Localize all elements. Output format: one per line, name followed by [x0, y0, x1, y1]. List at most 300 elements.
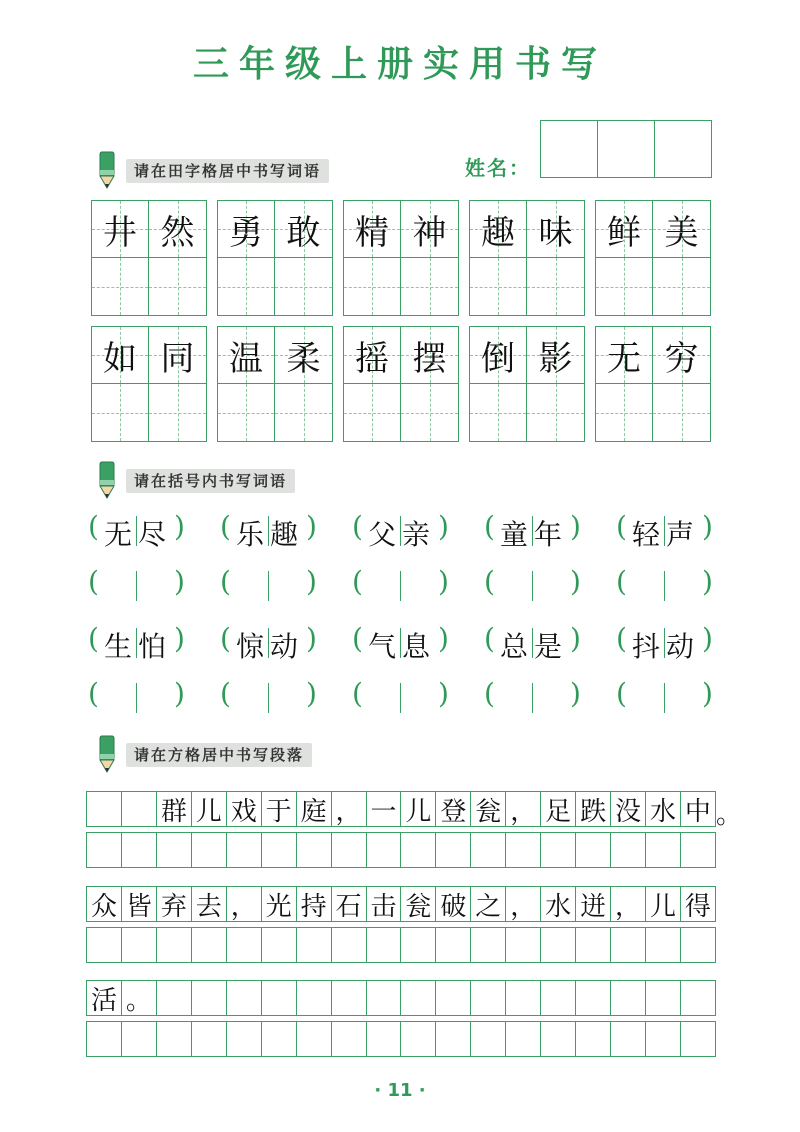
divider — [400, 571, 401, 601]
paragraph-cell: 光 — [262, 887, 297, 921]
paragraph-cell: 得 — [684, 891, 711, 922]
bracket-row-empty — [88, 565, 748, 605]
bracket-char: 尽 — [138, 518, 167, 551]
bracket-row — [88, 510, 748, 550]
paragraph-cell: 戏 — [227, 792, 262, 826]
paragraph-row-empty — [86, 832, 716, 868]
divider — [268, 571, 269, 601]
char-cell — [527, 201, 584, 258]
bracket-word — [352, 510, 484, 550]
practice-cell[interactable] — [646, 1022, 681, 1056]
bracket-char: 动 — [270, 630, 299, 663]
practice-cell[interactable] — [470, 384, 527, 441]
char-cell — [275, 201, 332, 258]
bracket-char: 气 — [368, 630, 397, 663]
practice-cell[interactable] — [471, 928, 506, 962]
practice-cell[interactable] — [297, 1022, 332, 1056]
right-paren: ) — [570, 677, 581, 710]
word-grid — [217, 200, 333, 316]
paragraph-cell — [157, 981, 192, 1015]
practice-cell[interactable] — [332, 833, 367, 867]
left-paren: ( — [484, 677, 495, 710]
char-cell — [527, 327, 584, 384]
paragraph-cell: 弃 — [157, 887, 192, 921]
practice-cell[interactable] — [157, 928, 192, 962]
name-boxes[interactable] — [540, 120, 712, 178]
bracket-blank[interactable] — [88, 677, 220, 717]
paragraph-cell: ， — [506, 792, 541, 826]
left-paren: ( — [352, 510, 363, 543]
practice-cell[interactable] — [218, 384, 275, 441]
char-cell — [596, 327, 653, 384]
practice-cell[interactable] — [332, 1022, 367, 1056]
practice-cell[interactable] — [367, 1022, 402, 1056]
section-label: 请在田字格居中书写词语 — [126, 159, 329, 183]
divider — [268, 683, 269, 713]
char-cell — [401, 201, 458, 258]
left-paren: ( — [616, 565, 627, 598]
paragraph-row-empty — [86, 927, 716, 963]
practice-cell[interactable] — [149, 258, 206, 315]
paragraph-cell: 儿 — [401, 792, 436, 826]
bracket-blank[interactable] — [352, 677, 484, 717]
practice-cell[interactable] — [122, 1022, 157, 1056]
paragraph-cell: 群 — [157, 792, 192, 826]
divider — [664, 683, 665, 713]
grid-char: 神 — [412, 212, 447, 253]
bracket-blank[interactable] — [88, 565, 220, 605]
pencil-icon — [96, 150, 118, 190]
practice-cell[interactable] — [401, 928, 436, 962]
bracket-blank[interactable] — [484, 677, 616, 717]
grid-char: 影 — [538, 338, 573, 379]
practice-cell[interactable] — [192, 928, 227, 962]
divider — [268, 516, 269, 546]
bracket-char: 乐 — [236, 518, 265, 551]
practice-cell[interactable] — [611, 1022, 646, 1056]
grid-char: 穷 — [664, 338, 699, 379]
practice-cell[interactable] — [576, 833, 611, 867]
right-paren: ) — [174, 565, 185, 598]
paragraph-cell: 登 — [436, 792, 471, 826]
paragraph-cell — [681, 981, 715, 1015]
divider — [400, 628, 401, 658]
practice-cell[interactable] — [367, 833, 402, 867]
bracket-blank[interactable] — [220, 565, 352, 605]
divider — [664, 516, 665, 546]
paragraph-cell: 活 — [87, 981, 122, 1015]
grid-char: 鲜 — [607, 212, 641, 253]
right-paren: ) — [438, 510, 449, 543]
practice-cell[interactable] — [344, 258, 401, 315]
practice-cell[interactable] — [87, 1022, 122, 1056]
right-paren: ) — [570, 565, 581, 598]
paragraph-cell — [576, 981, 611, 1015]
divider — [268, 628, 269, 658]
practice-cell[interactable] — [297, 928, 332, 962]
bracket-char: 无 — [104, 518, 133, 551]
word-grid — [343, 326, 459, 442]
practice-cell[interactable] — [527, 258, 584, 315]
practice-cell[interactable] — [87, 928, 122, 962]
left-paren: ( — [352, 565, 363, 598]
practice-cell[interactable] — [646, 833, 681, 867]
word-grid — [343, 200, 459, 316]
char-cell — [344, 327, 401, 384]
right-paren: ) — [306, 677, 317, 710]
practice-cell[interactable] — [681, 833, 715, 867]
page-title: 三年级上册实用书写 — [192, 44, 607, 85]
practice-cell[interactable] — [541, 928, 576, 962]
practice-cell[interactable] — [527, 384, 584, 441]
bracket-char: 总 — [500, 630, 529, 663]
char-cell — [344, 201, 401, 258]
grid-char: 然 — [160, 212, 195, 253]
left-paren: ( — [352, 677, 363, 710]
practice-cell[interactable] — [436, 928, 471, 962]
word-grid — [91, 200, 207, 316]
char-cell — [92, 201, 149, 258]
char-cell — [149, 201, 206, 258]
practice-cell[interactable] — [576, 928, 611, 962]
left-paren: ( — [352, 622, 363, 655]
paragraph-cell: 石 — [332, 887, 367, 921]
left-paren: ( — [88, 677, 99, 710]
bracket-char: 是 — [534, 630, 563, 663]
divider — [136, 571, 137, 601]
right-paren: ) — [702, 565, 713, 598]
practice-cell[interactable] — [218, 258, 275, 315]
grid-char: 井 — [103, 212, 137, 253]
practice-cell[interactable] — [470, 258, 527, 315]
grid-char: 同 — [160, 338, 195, 379]
practice-cell[interactable] — [653, 258, 710, 315]
paragraph-cell: ， — [227, 887, 262, 921]
bracket-blank[interactable] — [220, 677, 352, 717]
practice-cell[interactable] — [436, 1022, 471, 1056]
right-paren: ) — [702, 510, 713, 543]
section-label: 请在括号内书写词语 — [126, 469, 295, 493]
word-grid — [595, 326, 711, 442]
bracket-char: 声 — [666, 518, 695, 551]
right-paren: ) — [438, 677, 449, 710]
bracket-word — [616, 622, 748, 662]
bracket-row — [88, 622, 748, 662]
practice-cell[interactable] — [262, 1022, 297, 1056]
name-box[interactable] — [655, 121, 711, 177]
grid-char: 温 — [229, 338, 263, 379]
right-paren: ) — [174, 677, 185, 710]
paragraph-cell — [646, 981, 681, 1015]
bracket-word — [88, 510, 220, 550]
bracket-word — [616, 510, 748, 550]
left-paren: ( — [484, 622, 495, 655]
grid-char: 摇 — [355, 338, 389, 379]
left-paren: ( — [88, 510, 99, 543]
practice-cell[interactable] — [227, 1022, 262, 1056]
bracket-blank[interactable] — [616, 677, 748, 717]
char-cell — [653, 201, 710, 258]
paragraph-cell: ， — [611, 887, 646, 921]
paragraph-cell — [401, 981, 436, 1015]
section-label: 请在方格居中书写段落 — [126, 743, 312, 767]
bracket-char: 亲 — [402, 518, 431, 551]
grid-char: 趣 — [481, 212, 515, 253]
bracket-word — [220, 622, 352, 662]
paragraph-cell: 瓮 — [401, 887, 436, 921]
paragraph-cell — [192, 981, 227, 1015]
paragraph-row — [86, 886, 716, 922]
word-grid — [91, 326, 207, 442]
divider — [532, 683, 533, 713]
paragraph-cell — [436, 981, 471, 1015]
practice-cell[interactable] — [92, 258, 149, 315]
practice-cell[interactable] — [275, 258, 332, 315]
practice-cell[interactable] — [192, 1022, 227, 1056]
practice-cell[interactable] — [262, 833, 297, 867]
bracket-char: 童 — [500, 518, 529, 551]
paragraph-cell: 去 — [192, 887, 227, 921]
bracket-blank[interactable] — [616, 565, 748, 605]
bracket-char: 父 — [368, 518, 397, 551]
practice-cell[interactable] — [87, 833, 122, 867]
bracket-char: 轻 — [632, 518, 661, 551]
paragraph-row-empty — [86, 1021, 716, 1057]
grid-char: 味 — [538, 212, 573, 253]
right-paren: ) — [306, 565, 317, 598]
paragraph-cell — [297, 981, 332, 1015]
grid-char: 如 — [103, 338, 137, 379]
paragraph-cell: 庭 — [297, 792, 332, 826]
right-paren: ) — [306, 510, 317, 543]
pencil-icon — [96, 734, 118, 774]
grid-char: 摆 — [412, 338, 447, 379]
paragraph-cell — [227, 981, 262, 1015]
paragraph-cell: 足 — [541, 792, 576, 826]
divider — [400, 683, 401, 713]
divider — [136, 516, 137, 546]
left-paren: ( — [616, 622, 627, 655]
bracket-char: 年 — [534, 518, 563, 551]
practice-cell[interactable] — [681, 1022, 715, 1056]
bracket-blank[interactable] — [484, 565, 616, 605]
practice-cell[interactable] — [506, 1022, 541, 1056]
char-cell — [401, 327, 458, 384]
pencil-icon — [96, 460, 118, 500]
practice-cell[interactable] — [506, 833, 541, 867]
left-paren: ( — [88, 622, 99, 655]
paragraph-cell — [367, 981, 402, 1015]
practice-cell[interactable] — [122, 928, 157, 962]
divider — [664, 628, 665, 658]
left-paren: ( — [220, 510, 231, 543]
practice-cell[interactable] — [471, 1022, 506, 1056]
practice-cell[interactable] — [367, 928, 402, 962]
paragraph-cell: 儿 — [192, 792, 227, 826]
paragraph-cell: 破 — [436, 887, 471, 921]
right-paren: ) — [174, 510, 185, 543]
paragraph-cell — [471, 981, 506, 1015]
paragraph-cell — [506, 981, 541, 1015]
char-cell — [653, 327, 710, 384]
paragraph-cell: 中 — [684, 796, 711, 827]
right-paren: ) — [702, 677, 713, 710]
right-paren: ) — [174, 622, 185, 655]
grid-char: 美 — [664, 212, 699, 253]
paragraph-cell: 于 — [262, 792, 297, 826]
divider — [136, 683, 137, 713]
practice-cell[interactable] — [401, 258, 458, 315]
paragraph-row — [86, 980, 716, 1016]
practice-cell[interactable] — [192, 833, 227, 867]
paragraph-cell — [262, 981, 297, 1015]
grid-char: 敢 — [286, 212, 321, 253]
left-paren: ( — [220, 677, 231, 710]
practice-cell[interactable] — [332, 928, 367, 962]
divider — [532, 516, 533, 546]
right-paren: ) — [702, 622, 713, 655]
name-label: 姓名： — [465, 156, 531, 180]
divider — [136, 628, 137, 658]
left-paren: ( — [88, 565, 99, 598]
divider — [532, 571, 533, 601]
paragraph-trailing-punct: 。 — [716, 800, 743, 830]
divider — [400, 516, 401, 546]
paragraph-cell: 一 — [367, 792, 402, 826]
practice-cell[interactable] — [541, 833, 576, 867]
paragraph-cell: 。 — [122, 981, 157, 1015]
practice-cell[interactable] — [227, 833, 262, 867]
paragraph-cell: 击 — [367, 887, 402, 921]
paragraph-cell — [332, 981, 367, 1015]
practice-cell[interactable] — [576, 1022, 611, 1056]
paragraph-cell: ， — [506, 887, 541, 921]
name-box[interactable] — [598, 121, 655, 177]
practice-cell[interactable] — [92, 384, 149, 441]
grid-char: 勇 — [229, 212, 263, 253]
practice-cell[interactable] — [611, 833, 646, 867]
paragraph-cell — [541, 981, 576, 1015]
practice-cell[interactable] — [401, 384, 458, 441]
bracket-char: 怕 — [138, 630, 167, 663]
char-cell — [596, 201, 653, 258]
bracket-char: 动 — [666, 630, 695, 663]
char-cell — [275, 327, 332, 384]
char-cell — [470, 327, 527, 384]
practice-cell[interactable] — [275, 384, 332, 441]
practice-cell[interactable] — [149, 384, 206, 441]
paragraph-cell: 跌 — [576, 792, 611, 826]
practice-cell[interactable] — [653, 384, 710, 441]
word-grid — [217, 326, 333, 442]
practice-cell[interactable] — [681, 928, 715, 962]
bracket-word — [88, 622, 220, 662]
paragraph-cell: 迸 — [576, 887, 611, 921]
paragraph-cell: 没 — [611, 792, 646, 826]
bracket-row-empty — [88, 677, 748, 717]
divider — [532, 628, 533, 658]
left-paren: ( — [616, 677, 627, 710]
practice-cell[interactable] — [401, 833, 436, 867]
practice-cell[interactable] — [596, 384, 653, 441]
bracket-word — [352, 622, 484, 662]
left-paren: ( — [484, 510, 495, 543]
grid-char: 柔 — [286, 338, 321, 379]
divider — [664, 571, 665, 601]
practice-cell[interactable] — [344, 384, 401, 441]
char-cell — [92, 327, 149, 384]
practice-cell[interactable] — [611, 928, 646, 962]
left-paren: ( — [484, 565, 495, 598]
practice-cell[interactable] — [646, 928, 681, 962]
char-cell — [218, 201, 275, 258]
practice-cell[interactable] — [262, 928, 297, 962]
bracket-word — [484, 510, 616, 550]
practice-cell[interactable] — [157, 833, 192, 867]
bracket-char: 惊 — [236, 630, 265, 663]
paragraph-cell: 瓮 — [471, 792, 506, 826]
paragraph-cell — [122, 792, 157, 826]
grid-char: 无 — [607, 338, 641, 379]
name-box[interactable] — [541, 121, 598, 177]
bracket-word — [220, 510, 352, 550]
left-paren: ( — [220, 622, 231, 655]
practice-cell[interactable] — [596, 258, 653, 315]
left-paren: ( — [220, 565, 231, 598]
practice-cell[interactable] — [541, 1022, 576, 1056]
left-paren: ( — [616, 510, 627, 543]
char-cell — [149, 327, 206, 384]
bracket-char: 息 — [402, 630, 431, 663]
paragraph-cell: 持 — [297, 887, 332, 921]
practice-cell[interactable] — [401, 1022, 436, 1056]
paragraph-cell: 众 — [87, 887, 122, 921]
bracket-blank[interactable] — [352, 565, 484, 605]
practice-cell[interactable] — [157, 1022, 192, 1056]
practice-cell[interactable] — [122, 833, 157, 867]
page-number: · 11 · — [374, 1080, 426, 1101]
practice-cell[interactable] — [227, 928, 262, 962]
grid-char: 倒 — [481, 338, 515, 379]
bracket-char: 生 — [104, 630, 133, 663]
paragraph-cell: ， — [332, 792, 367, 826]
paragraph-cell — [87, 792, 122, 826]
char-cell — [218, 327, 275, 384]
right-paren: ) — [438, 565, 449, 598]
word-grid — [469, 200, 585, 316]
word-grid — [595, 200, 711, 316]
practice-cell[interactable] — [506, 928, 541, 962]
bracket-word — [484, 622, 616, 662]
paragraph-cell: 皆 — [122, 887, 157, 921]
right-paren: ) — [438, 622, 449, 655]
practice-cell[interactable] — [297, 833, 332, 867]
paragraph-cell — [611, 981, 646, 1015]
paragraph-cell: 水 — [541, 887, 576, 921]
right-paren: ) — [570, 622, 581, 655]
paragraph-cell: 水 — [646, 792, 681, 826]
right-paren: ) — [570, 510, 581, 543]
practice-cell[interactable] — [436, 833, 471, 867]
practice-cell[interactable] — [471, 833, 506, 867]
word-grid — [469, 326, 585, 442]
paragraph-cell: 儿 — [646, 887, 681, 921]
word-grid-row — [91, 326, 711, 442]
bracket-char: 抖 — [632, 630, 661, 663]
bracket-char: 趣 — [270, 518, 299, 551]
word-grid-row — [91, 200, 711, 316]
paragraph-cell: 之 — [471, 887, 506, 921]
